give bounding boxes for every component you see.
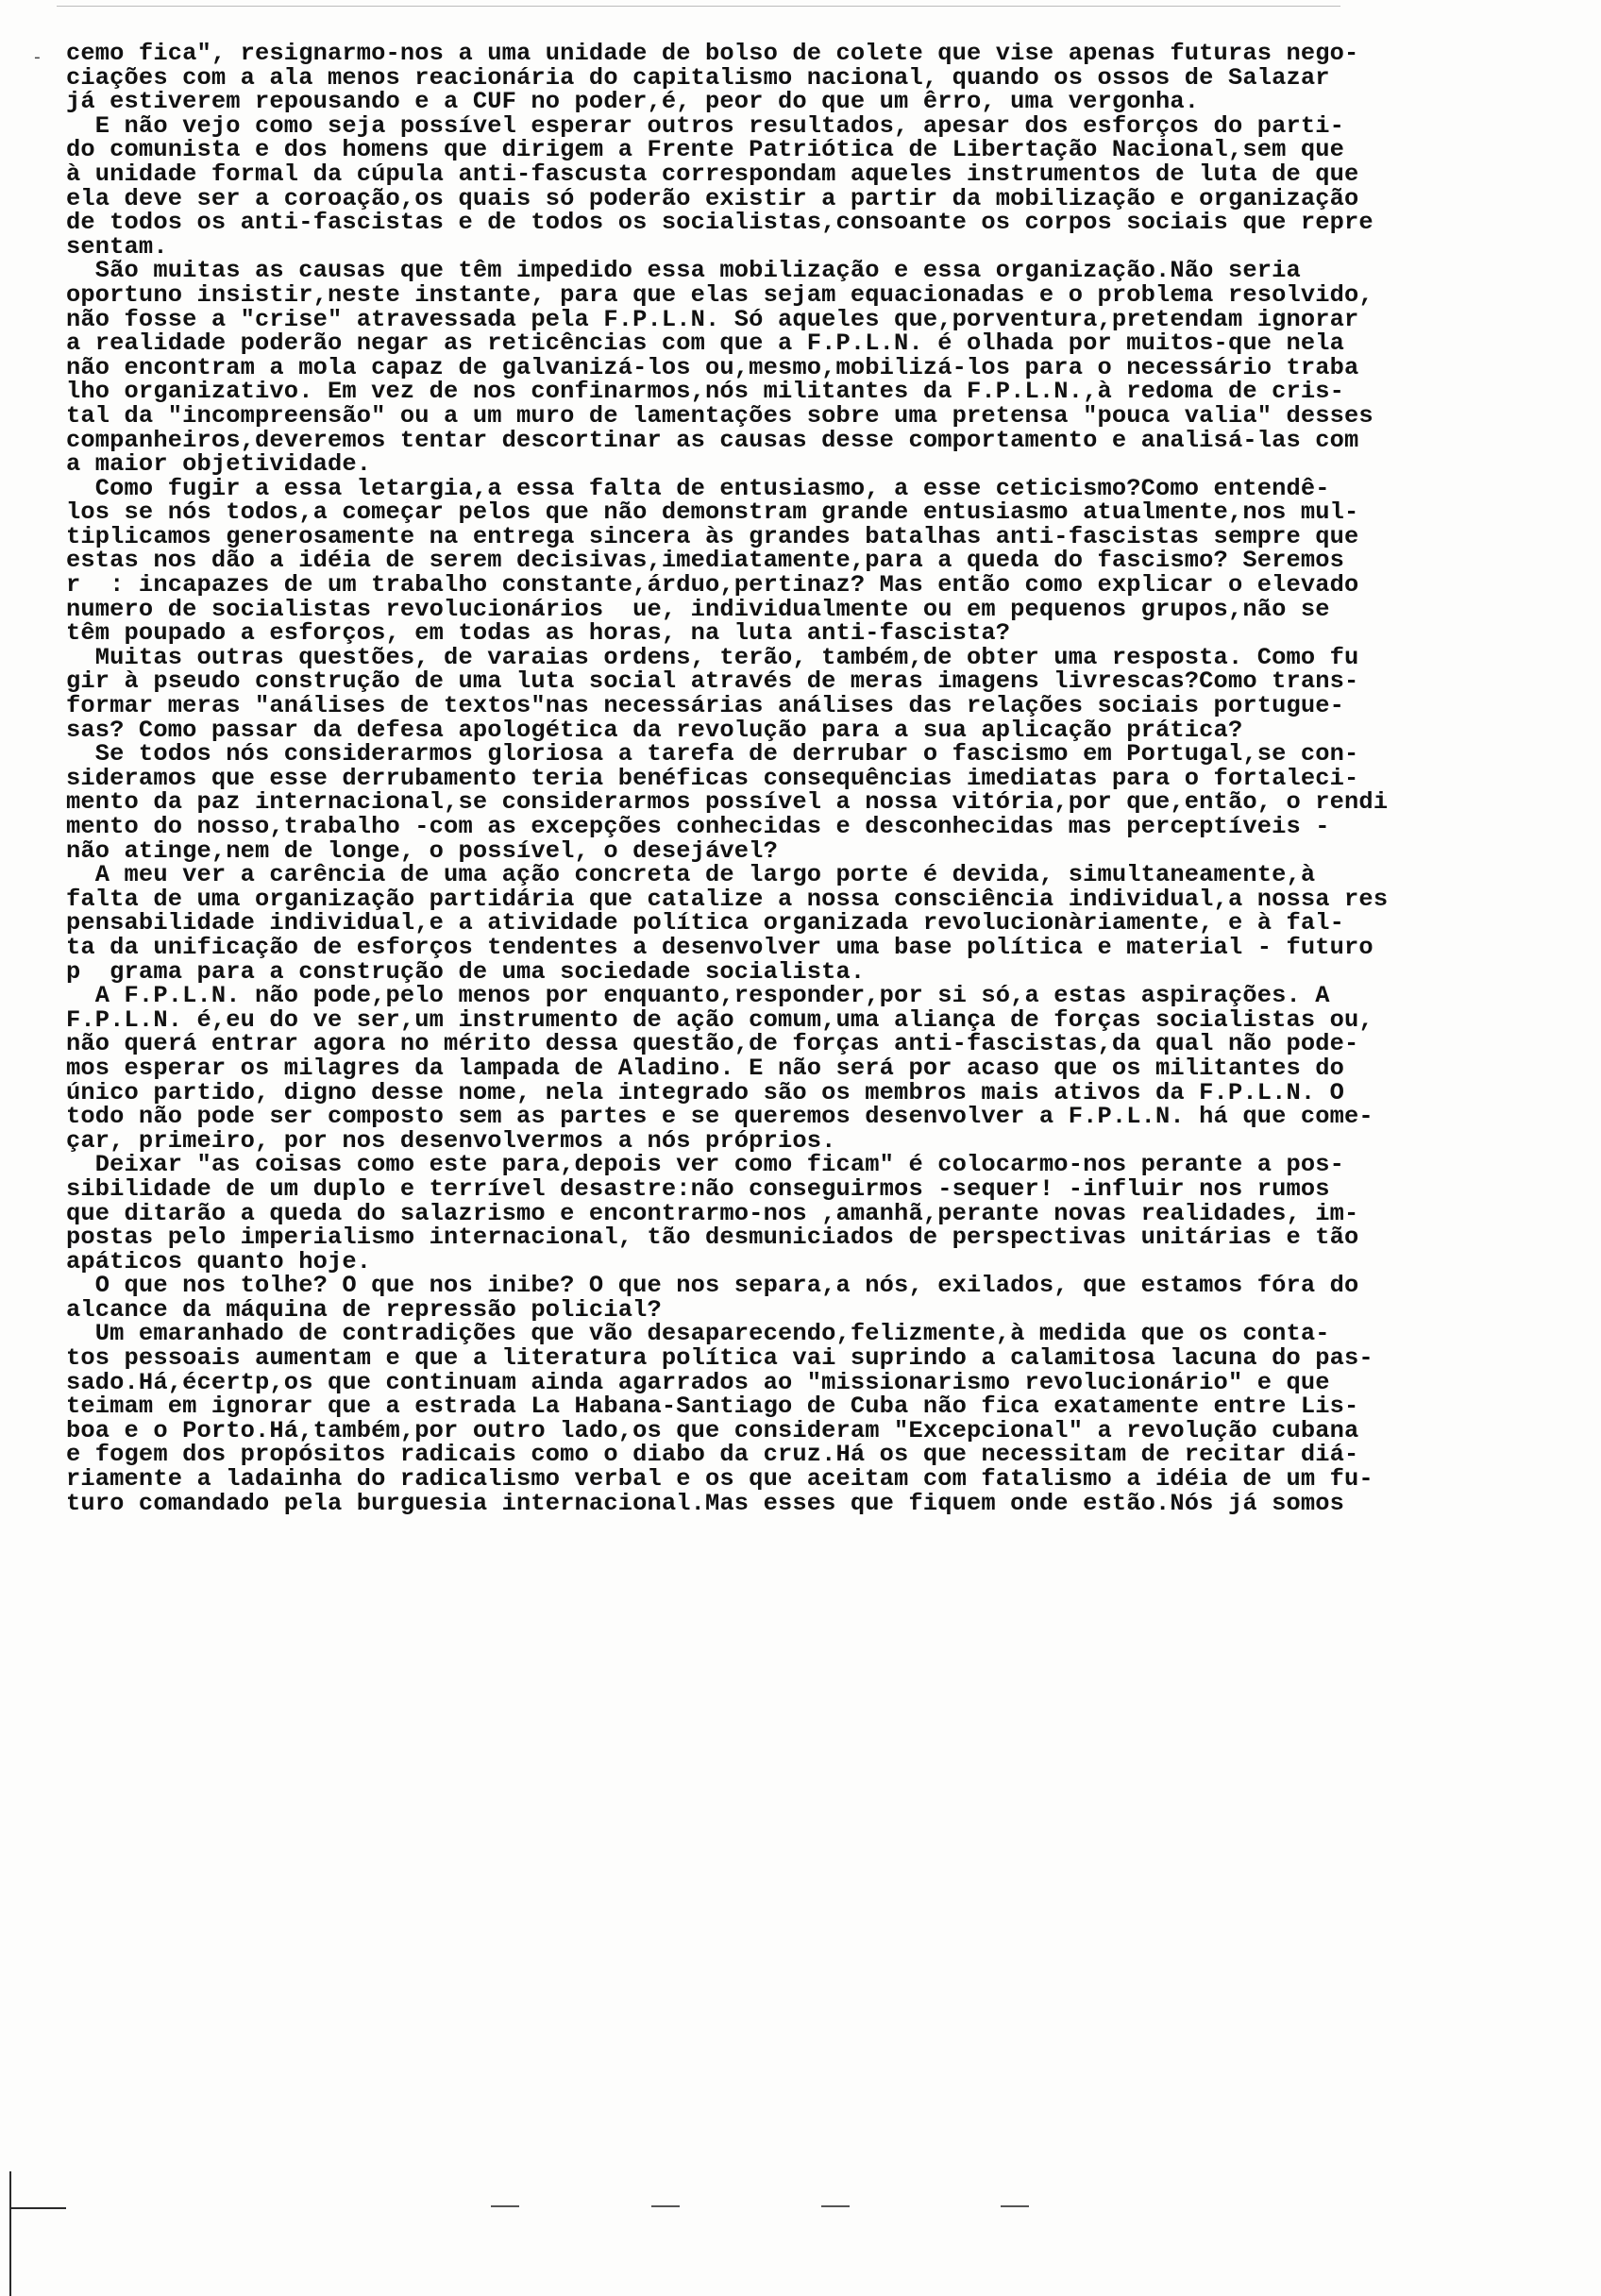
text-line: mento do nosso,trabalho -com as excepções conhecidas e desconhecidas mas perceptíveis - bbox=[66, 813, 1330, 840]
text-line: ta da unificação de esforços tendentes a desenvolver uma base política e material - futuro bbox=[66, 933, 1373, 961]
text-line: todo não pode ser composto sem as partes e se queremos desenvolver a F.P.L.N. há que come- bbox=[66, 1103, 1373, 1131]
text-line: Como fugir a essa letargia,a essa falta de entusiasmo, a esse ceticismo?Como entendê- bbox=[66, 474, 1330, 502]
text-line: não encontram a mola capaz de galvanizá-los ou,mesmo,mobilizá-los para o necessário traba bbox=[66, 353, 1359, 381]
text-line: ciações com a ala menos reacionária do capitalismo nacional, quando os ossos de Salazar bbox=[66, 63, 1330, 92]
text-line: sas? Como passar da defesa apologética da revolução para a sua aplicação prática? bbox=[66, 716, 1243, 744]
text-line: do comunista e dos homens que dirigem a Frente Patriótica de Libertação Nacional,sem que bbox=[66, 136, 1345, 164]
text-line: Um emaranhado de contradições que vão desaparecendo,felizmente,à medida que os conta- bbox=[66, 1320, 1330, 1348]
page-edge-mark bbox=[9, 2171, 11, 2296]
text-line: e fogem dos propósitos radicais como o diabo da cruz.Há os que necessitam de recitar diá- bbox=[66, 1441, 1359, 1469]
text-line: pensabilidade individual,e a atividade política organizada revolucionàriamente, e à fal- bbox=[66, 909, 1345, 937]
text-line: a realidade poderão negar as reticências com que a F.P.L.N. é olhada por muitos-que nela bbox=[66, 329, 1345, 358]
document-body bbox=[66, 42, 1567, 1515]
text-line: à unidade formal da cúpula anti-fascusta correspondam aqueles instrumentos de luta de que bbox=[66, 160, 1359, 188]
text-line: gir à pseudo construção de uma luta social através de meras imagens livrescas?Como trans- bbox=[66, 667, 1359, 696]
text-line: Se todos nós considerarmos gloriosa a tarefa de derrubar o fascismo em Portugal,se con- bbox=[66, 740, 1359, 768]
text-line: não atinge,nem de longe, o possível, o desejável? bbox=[66, 836, 778, 865]
page-corner-mark bbox=[9, 2207, 66, 2209]
text-line: ela deve ser a coroação,os quais só poderão existir a partir da mobilização e organização bbox=[66, 184, 1359, 212]
text-line: não querá entrar agora no mérito dessa questão,de forças anti-fascistas,da qual não pode- bbox=[66, 1030, 1359, 1058]
text-line: oportuno insistir,neste instante, para que elas sejam equacionadas e o problema resolvido, bbox=[66, 280, 1373, 309]
text-line: postas pelo imperialismo internacional, tão desmuniciados de perspectivas unitárias e tão bbox=[66, 1224, 1359, 1252]
text-line: tos pessoais aumentam e que a literatura política vai suprindo a calamitosa lacuna do pas- bbox=[66, 1344, 1373, 1373]
text-line: São muitas as causas que têm impedido essa mobilização e essa organização.Não seria bbox=[66, 257, 1301, 285]
text-line: mos esperar os milagres da lampada de Aladino. E não será por acaso que os militantes do bbox=[66, 1054, 1345, 1082]
bottom-dash bbox=[821, 2205, 850, 2207]
text-line: não fosse a "crise" atravessada pela F.P.L.N. Só aqueles que,porventura,pretendam ignorar bbox=[66, 305, 1359, 333]
text-line: já estiverem repousando e a CUF no poder,é, peor do que um êrro, uma vergonha. bbox=[66, 88, 1200, 116]
text-line: teimam em ignorar que a estrada La Habana-Santiago de Cuba não fica exatamente entre Lis- bbox=[66, 1393, 1359, 1421]
text-line: formar meras "análises de textos"nas necessárias análises das relações sociais portugue- bbox=[66, 692, 1345, 720]
text-line: falta de uma organização partidária que catalize a nossa consciência individual,a nossa res bbox=[66, 885, 1389, 913]
bottom-dash bbox=[651, 2205, 680, 2207]
text-line: mento da paz internacional,se considerarmos possível a nossa vitória,por que,então, o rendi bbox=[66, 788, 1389, 817]
text-line: Deixar "as coisas como este para,depois ver como ficam" é colocarmo-nos perante a pos- bbox=[66, 1151, 1345, 1179]
text-line: estas nos dão a idéia de serem decisivas,imediatamente,para a queda do fascismo? Seremos bbox=[66, 547, 1345, 575]
text-line: A meu ver a carência de uma ação concreta de largo porte é devida, simultaneamente,à bbox=[66, 861, 1316, 889]
text-line: único partido, digno desse nome, nela integrado são os membros mais ativos da F.P.L.N. O bbox=[66, 1078, 1345, 1106]
text-line: F.P.L.N. é,eu do ve ser,um instrumento de ação comum,uma aliança de forças socialistas ou, bbox=[66, 1005, 1373, 1034]
text-line: que ditarão a queda do salazrismo e encontrarmo-nos ,amanhã,perante novas realidades, im- bbox=[66, 1199, 1359, 1227]
text-line: boa e o Porto.Há,também,por outro lado,os que consideram "Excepcional" a revolução cubana bbox=[66, 1416, 1359, 1444]
text-line: tal da "incompreensão" ou a um muro de lamentações sobre uma pretensa "pouca valia" desses bbox=[66, 401, 1373, 430]
text-line: cemo fica", resignarmo-nos a uma unidade de bolso de colete que vise apenas futuras nego- bbox=[66, 40, 1359, 67]
top-edge-line bbox=[57, 6, 1340, 7]
text-line: Muitas outras questões, de varaias ordens, terão, também,de obter uma resposta. Como fu bbox=[66, 643, 1359, 671]
text-line: de todos os anti-fascistas e de todos os socialistas,consoante os corpos sociais que repre bbox=[66, 209, 1373, 237]
text-line: sibilidade de um duplo e terrível desastre:não conseguirmos -sequer! -influir nos rumos bbox=[66, 1174, 1330, 1203]
text-line: têm poupado a esforços, em todas as horas, na luta anti-fascista? bbox=[66, 619, 1011, 648]
text-line: numero de socialistas revolucionários ue, individualmente ou em pequenos grupos,não se bbox=[66, 595, 1330, 623]
text-line: E não vejo como seja possível esperar outros resultados, apesar dos esforços do parti- bbox=[66, 111, 1345, 140]
text-line: r : incapazes de um trabalho constante,árduo,pertinaz? Mas então como explicar o elevado bbox=[66, 571, 1359, 599]
text-line: A F.P.L.N. não pode,pelo menos por enquanto,responder,por si só,a estas aspirações. A bbox=[66, 982, 1330, 1010]
text-line: O que nos tolhe? O que nos inibe? O que nos separa,a nós, exilados, que estamos fóra do bbox=[66, 1272, 1359, 1300]
bottom-dash bbox=[491, 2205, 519, 2207]
text-line: riamente a ladainha do radicalismo verbal e os que aceitam com fatalismo a idéia de um fu- bbox=[66, 1465, 1373, 1494]
text-line: sado.Há,écertp,os que continuam ainda agarrados ao "missionarismo revolucionário" e que bbox=[66, 1368, 1330, 1396]
text-line: p grama para a construção de uma sociedade socialista. bbox=[66, 957, 866, 986]
text-line: alcance da máquina de repressão policial? bbox=[66, 1295, 662, 1324]
text-line: apáticos quanto hoje. bbox=[66, 1247, 372, 1275]
bottom-dash bbox=[1001, 2205, 1029, 2207]
text-line: companheiros,deveremos tentar descortinar as causas desse comportamento e analisá-las com bbox=[66, 426, 1359, 454]
text-line: los se nós todos,a começar pelos que não demonstram grande entusiasmo atualmente,nos mul- bbox=[66, 498, 1359, 527]
text-line: a maior objetividade. bbox=[66, 450, 372, 479]
text-line: çar, primeiro, por nos desenvolvermos a nós próprios. bbox=[66, 1126, 836, 1155]
text-line: tiplicamos generosamente na entrega sincera às grandes batalhas anti-fascistas sempre que bbox=[66, 522, 1359, 550]
text-line: sentam. bbox=[66, 232, 168, 261]
text-line: turo comandado pela burguesia internacional.Mas esses que fiquem onde estão.Nós já somos bbox=[66, 1489, 1345, 1517]
corner-mark: - bbox=[32, 49, 42, 68]
text-line: sideramos que esse derrubamento teria benéficas consequências imediatas para o fortaleci- bbox=[66, 764, 1359, 792]
text-line: lho organizativo. Em vez de nos confinarmos,nós militantes da F.P.L.N.,à redoma de cris- bbox=[66, 378, 1345, 406]
